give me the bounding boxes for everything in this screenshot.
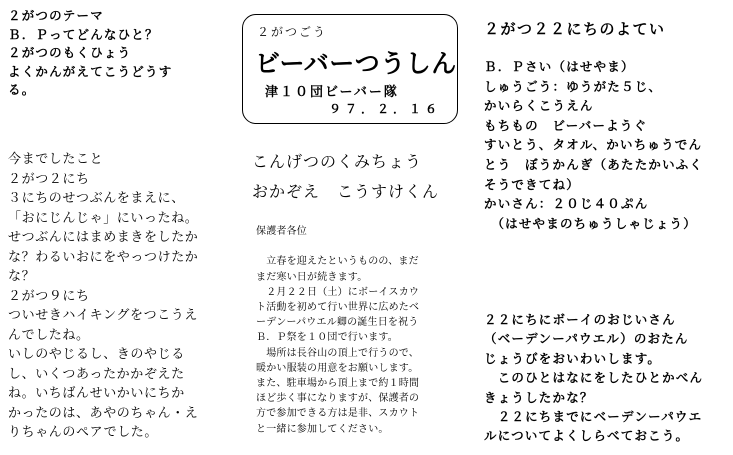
notice-line: 方で参加できる方は是非、スカウト — [256, 408, 420, 420]
theme-text: Ｂ．Ｐってどんなひと？ — [8, 26, 159, 42]
schedule-line: そうできてね） — [484, 176, 580, 192]
schedule-line: すいとう、タオル、かいちゅうでん — [484, 137, 703, 153]
past-line: 「おにじんじゃ」にいったね。 — [8, 210, 199, 226]
theme-section — [8, 7, 172, 100]
bp-line: （ベーデンーパウエル）のおたん — [484, 331, 689, 347]
past-line: ３にちのせつぶんをまえに、 — [8, 191, 185, 206]
notice-line: 立春を迎えたというものの、まだ — [256, 256, 419, 268]
notice-line: ほど歩く事になりますが、保護者の — [256, 393, 420, 405]
past-line: んでしたね。 — [8, 327, 90, 343]
goal-text-2: る。 — [8, 82, 36, 97]
bp-line: きょうしたかな？ — [484, 389, 594, 405]
past-line: いしのやじるし、きのやじる — [8, 347, 185, 362]
schedule-line: （はせやまのちゅうしゃじょう） — [484, 215, 697, 231]
notice-line: また、駐車場から頂上まで約１時間 — [256, 378, 420, 390]
past-line: し、いくつあったかかぞえた — [8, 366, 185, 382]
notice-line: 場所は長谷山の頂上で行うので、 — [256, 347, 419, 359]
past-line: ね。いちばんせいかいにちか — [8, 386, 185, 401]
notice-line — [256, 239, 419, 254]
notice-line: ト活動を初めて行い世界に広めたベ — [256, 302, 420, 314]
past-line: な？わるいおにをやっつけたか — [8, 249, 199, 265]
issue-date: ９７．２．１６ — [329, 102, 442, 116]
notice-line: と一緒に参加してください。 — [256, 423, 389, 435]
bp-line: ２２にちまでにベーデンーパウエ — [484, 409, 703, 425]
newsletter-title-box — [242, 14, 458, 124]
bp-birthday-section — [484, 310, 703, 446]
leader-name: おかぞえ こうすけくん — [252, 182, 440, 201]
notice-line: 保護者各位 — [256, 226, 307, 237]
past-line: 今までしたこと — [8, 152, 104, 167]
troop-name: 津１０団ビーバー隊 — [265, 85, 399, 100]
leader-heading: こんげつのくみちょう — [252, 152, 423, 171]
past-line: かったのは、あやのちゃん・え — [8, 405, 199, 421]
newsletter-title: ビーバーつうしん — [255, 49, 457, 78]
past-line: ついせきハイキングをつこうえ — [8, 308, 199, 323]
schedule-line: かいさん：２０じ４０ぷん — [484, 196, 649, 212]
notice-line: まだ寒い日が続きます。 — [256, 271, 368, 283]
goal-text-1: よくかんがえてこうどうす — [8, 63, 173, 79]
past-line: せつぶんにはまめまきをしたか — [8, 230, 199, 245]
schedule-line: Ｂ．Ｐさい（はせやま） — [484, 59, 635, 74]
schedule-line: しゅうごう：ゆうがた５じ、 — [484, 78, 663, 94]
past-line: ２がつ９にち — [8, 288, 90, 304]
past-line: ２がつ２にち — [8, 171, 90, 187]
schedule-line: かいらくこうえん — [484, 98, 594, 114]
notice-line: Ｂ．Ｐ祭を１０団で行います。 — [256, 332, 398, 344]
past-line: な？ — [8, 269, 36, 284]
schedule-details — [484, 57, 703, 233]
issue-subtitle: ２がつごう — [257, 25, 328, 39]
bp-line: ２２にちにボーイのおじいさん — [484, 312, 676, 327]
past-line: りちゃんのペアでした。 — [8, 425, 158, 440]
theme-heading: ２がつのテーマ — [8, 8, 104, 23]
schedule-title: ２がつ２２にちのよてい — [484, 20, 666, 38]
notice-line: ーデンーパウエル卿の誕生日を祝う — [256, 317, 419, 329]
monthly-leader — [252, 149, 439, 209]
past-activities — [8, 150, 198, 443]
guardian-notice — [256, 224, 419, 437]
schedule-line: とう ぼうかんぎ（あたたかいふく — [484, 156, 704, 172]
bp-line: このひとはなにをしたひとかべん — [484, 370, 704, 386]
notice-line: 暖かい服装の用意をお願いします。 — [256, 362, 419, 374]
notice-line: ２月２２日（土）にボーイスカウ — [256, 286, 420, 298]
bp-line: ルについてよくしらべておこう。 — [484, 428, 690, 444]
schedule-line: もちもの ビーバーようぐ — [484, 117, 648, 133]
goal-heading: ２がつのもくひょう — [8, 45, 132, 60]
bp-line: じょうびをおいわいします。 — [484, 350, 662, 366]
